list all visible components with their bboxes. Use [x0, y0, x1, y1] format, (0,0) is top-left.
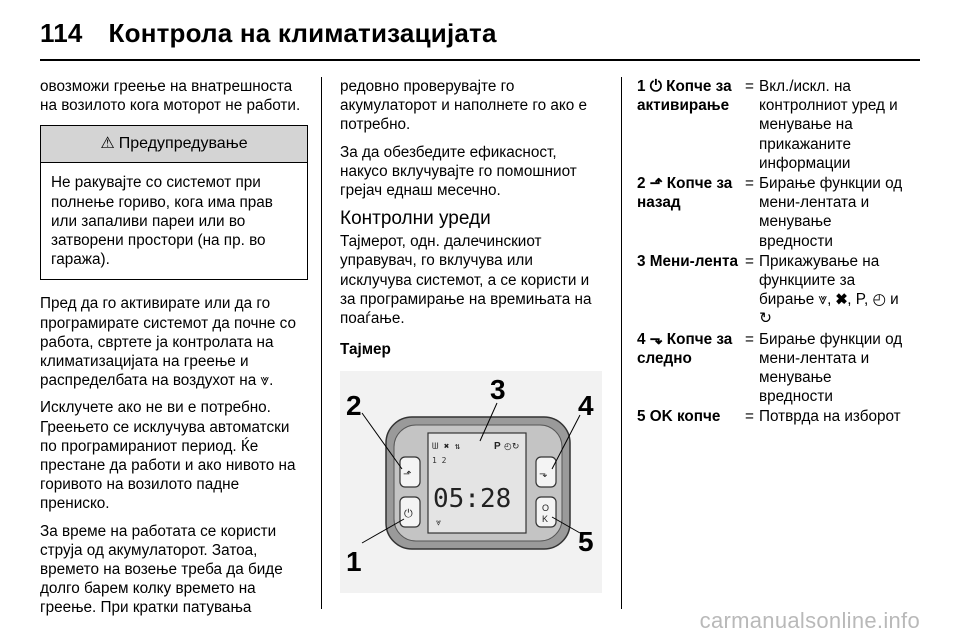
svg-text:P: P	[494, 441, 501, 453]
legend-row	[637, 330, 907, 407]
legend-term: 1 ⏻ Копче за активирање	[637, 78, 732, 115]
header-rule	[40, 59, 920, 61]
warning-box	[40, 125, 308, 280]
svg-text:⩔: ⩔	[436, 518, 442, 529]
column-2	[340, 77, 606, 593]
paragraph: Исклучете ако не ви е потребно. Греењето се исклучува автоматски по програмираниот период. Ќе престане да работи и ако нивото на горивото на возилото падне прениско.	[40, 399, 296, 513]
svg-text:◴↻: ◴↻	[504, 442, 520, 453]
paragraph: редовно проверувајте го акумулаторот и наполнете го ако е потребно.	[340, 78, 588, 134]
warning-title: Предупредување	[118, 135, 248, 153]
display-time: 05:28	[433, 484, 512, 515]
svg-text:1 2: 1 2	[432, 456, 447, 466]
legend-term: 2 ⬏ Копче за назад	[637, 175, 733, 212]
legend-description: Вкл./искл. на контролниот уред и менување на прикажаните информации	[759, 78, 898, 172]
svg-text:⬏: ⬏	[403, 469, 412, 481]
legend-equals: =	[745, 252, 754, 270]
column-3	[637, 77, 907, 428]
legend-equals: =	[745, 78, 754, 95]
svg-text:⏻: ⏻	[404, 507, 413, 521]
paragraph: овозможи греење на внатрешноста на возилото кога моторот не работи.	[40, 78, 301, 115]
legend-description: Потврда на изборот	[759, 408, 901, 426]
paragraph: За да обезбедите ефикасност, накусо вклучувајте го помошниот грејач еднаш месечно.	[340, 143, 577, 200]
warning-header	[41, 126, 307, 163]
legend-row	[637, 174, 907, 251]
column-divider-2	[621, 77, 622, 609]
callout-2: 2	[346, 390, 362, 422]
legend-description: Бирање функции од мени-лентата и менување вредности	[759, 175, 903, 250]
watermark: carmanualsonline.info	[699, 608, 920, 633]
subsection-heading: Тајмер	[340, 341, 391, 359]
timer-figure	[340, 371, 602, 593]
callout-1: 1	[346, 546, 362, 578]
page-number: 114	[40, 18, 83, 48]
legend-equals: =	[745, 330, 754, 348]
callout-3: 3	[490, 374, 506, 406]
paragraph: За време на работата се користи струја од акумулаторот. Затоа, времето на возење треба да биде долго барем колку времето на греење. При кратки патувања	[40, 522, 283, 617]
column-divider-1	[321, 77, 322, 609]
legend-row	[637, 77, 907, 173]
column-1	[40, 77, 308, 626]
legend-row	[637, 252, 907, 329]
legend-equals: =	[745, 175, 754, 193]
svg-text:O: O	[542, 503, 550, 514]
svg-text:ᗯ ✖ ⇅: ᗯ ✖ ⇅	[432, 442, 461, 453]
warning-body: Не ракувајте со системот при полнење гориво, кога има прав или запаливи пареи или во затворени простори (на пр. во гаража).	[51, 174, 273, 269]
page-header	[40, 18, 497, 49]
callout-4: 4	[578, 390, 594, 422]
svg-text:⬎: ⬎	[539, 469, 548, 481]
legend-equals: =	[745, 408, 754, 426]
paragraph: Пред да го активирате или да го програмирате системот да почне со работа, свртете ја контролата на климатизацијата на греење и распределбата на воздухот на ⩔.	[40, 295, 296, 390]
section-heading: Контролни уреди	[340, 208, 491, 230]
legend-term: 3 Мени-лента	[637, 252, 739, 270]
warning-triangle-icon: ⚠	[100, 135, 115, 153]
timer-illustration	[340, 371, 602, 593]
page-title: Контрола на климатизацијата	[108, 18, 497, 48]
legend-row	[637, 407, 907, 426]
legend-term: 5 OK копче	[637, 408, 721, 426]
legend-description: Прикажување на функциите за бирање ⩔, ✖, P, ◴ и ↻	[759, 252, 899, 328]
callout-5: 5	[578, 526, 594, 558]
legend-term: 4 ⬎ Копче за следно	[637, 330, 733, 367]
paragraph: Тајмерот, одн. далечинскиот управувач, го вклучува или исклучува системот, а се користи и за програмирање на времињата на поаѓање.	[340, 233, 592, 328]
svg-text:K: K	[542, 514, 549, 525]
legend-description: Бирање функции од мени-лентата и менување вредности	[759, 330, 903, 406]
